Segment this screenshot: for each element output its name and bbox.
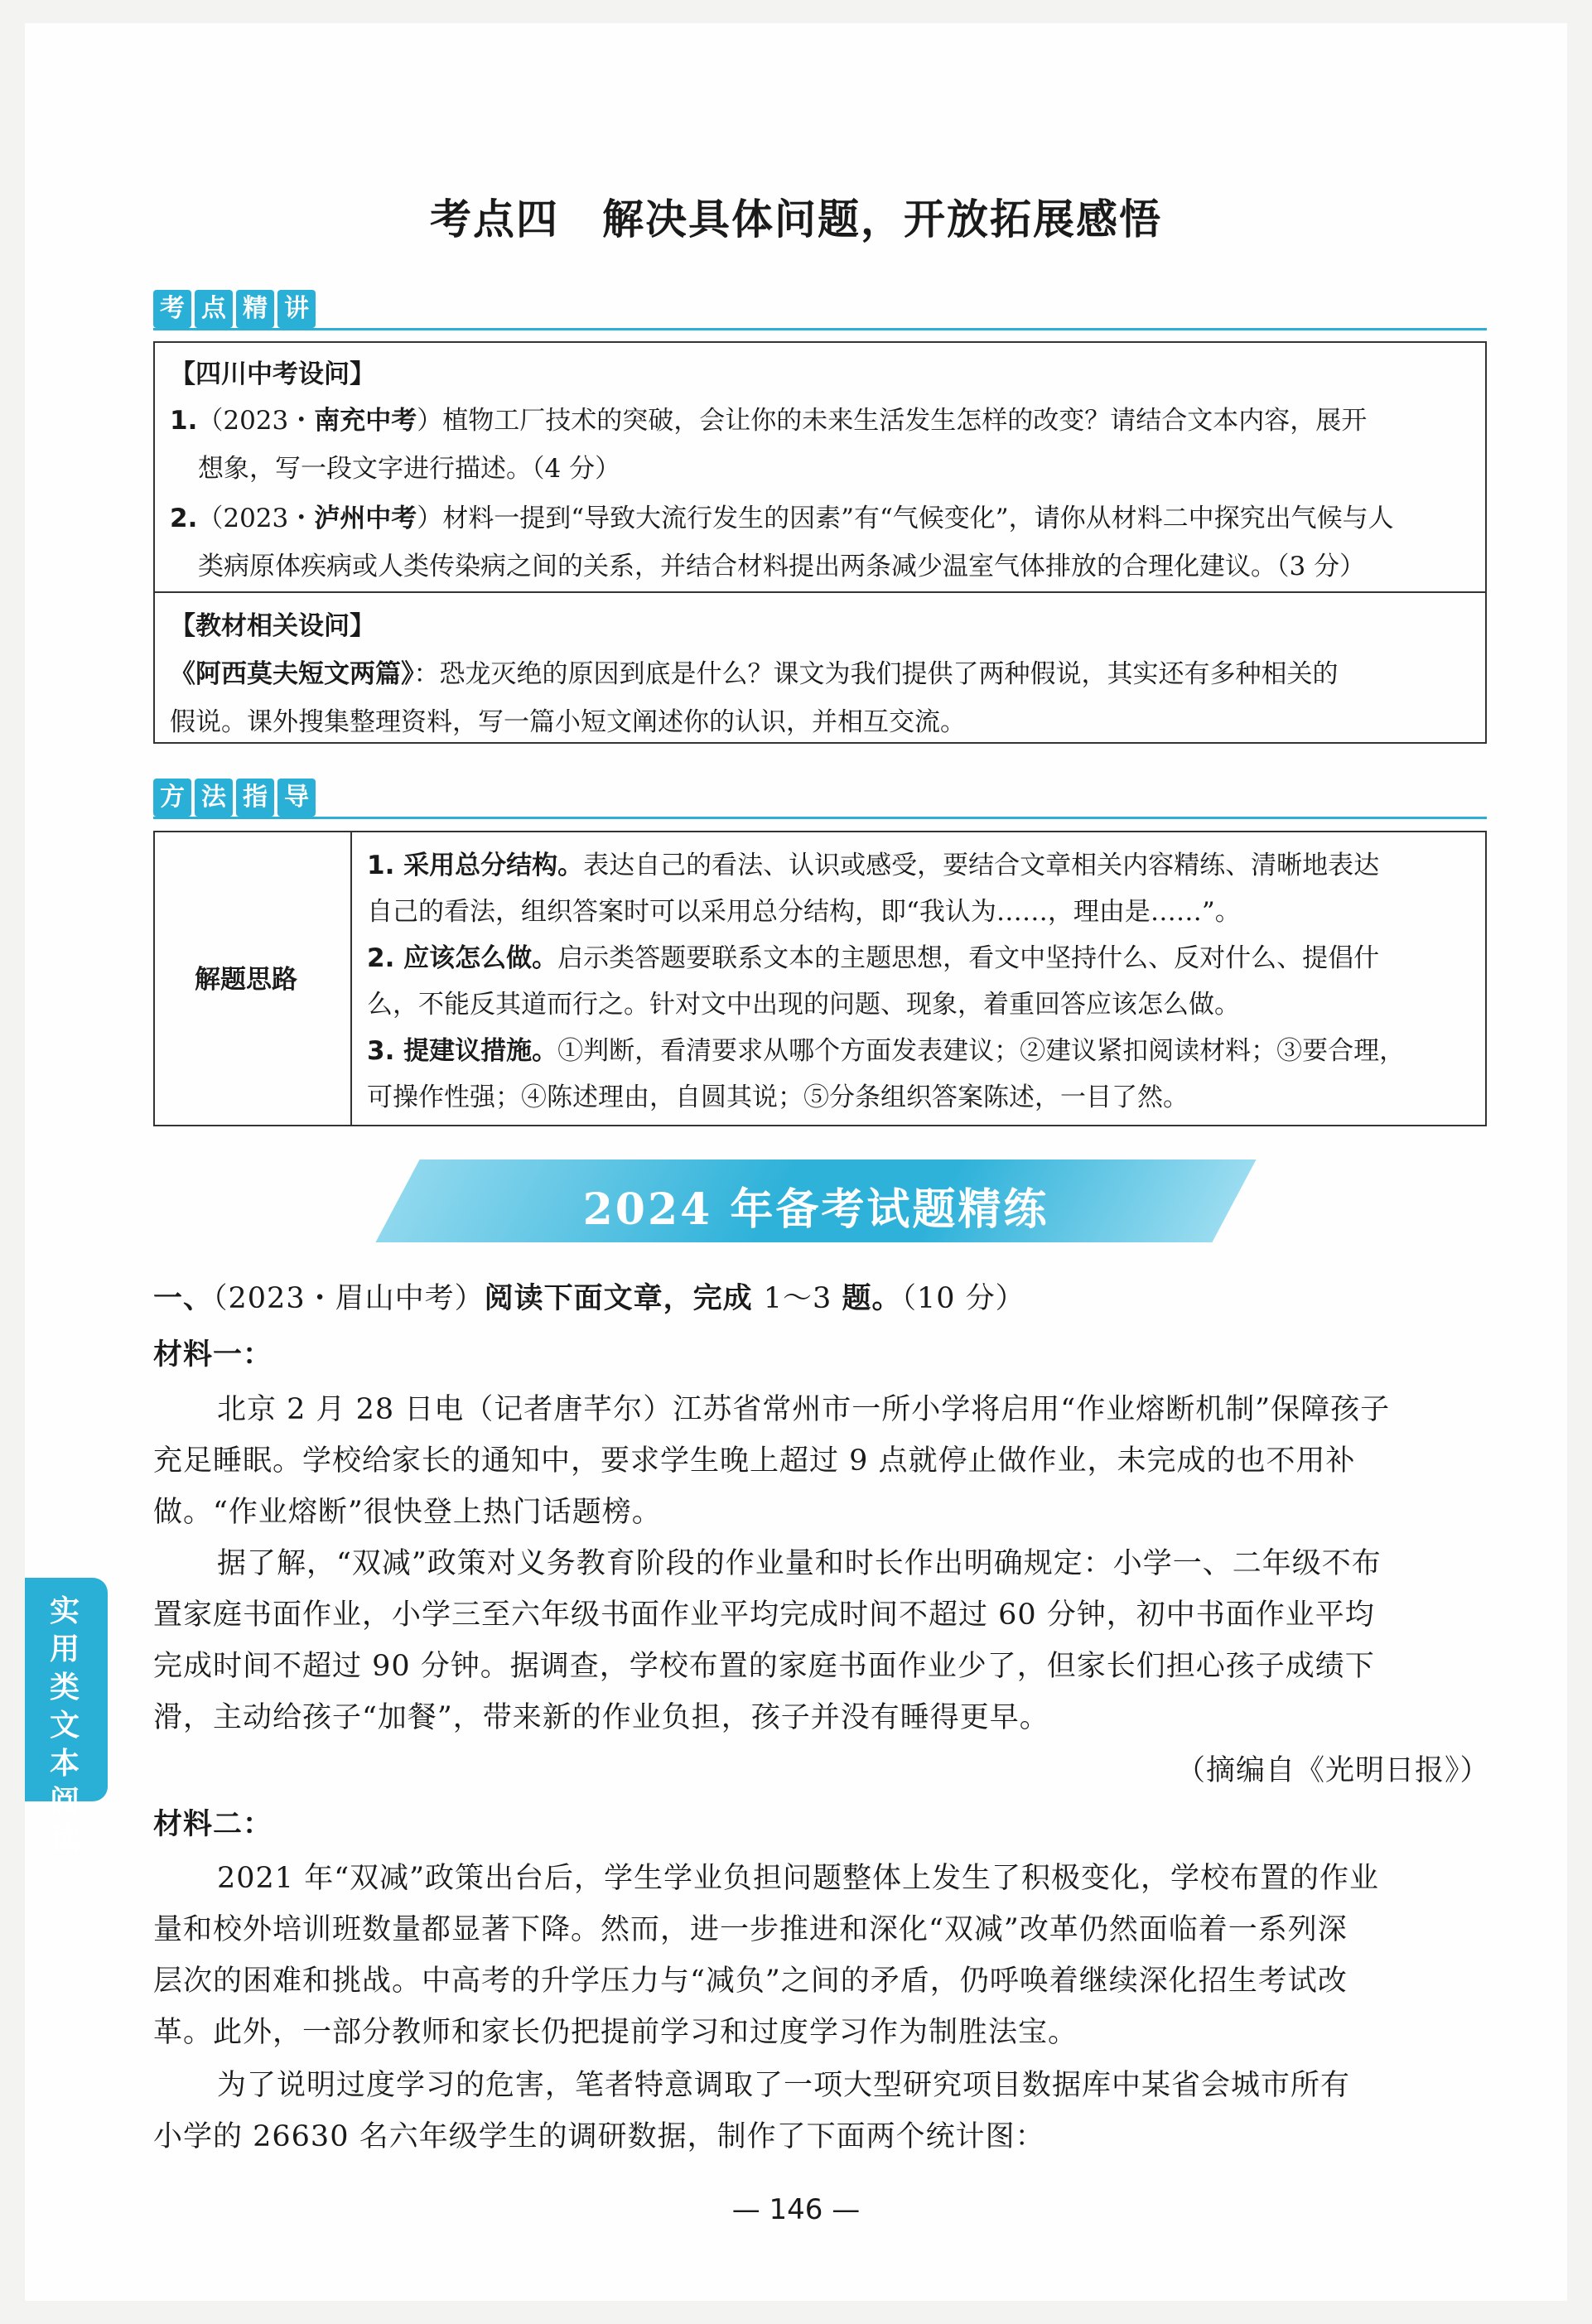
- method-2-line2: 么，不能反其道而行之。针对文中出现的问题、现象，着重回答应该怎么做。: [367, 990, 1240, 1020]
- box-header-textbook: 【教材相关设问】: [170, 611, 375, 641]
- question-box: [153, 341, 1487, 744]
- tag-underline: [153, 328, 1487, 330]
- tag-char: 精: [236, 290, 274, 328]
- section-tag-method-guide: [153, 779, 316, 817]
- method-3-line1: 3. 提建议措施。①判断，看清要求从哪个方面发表建议；②建议紧扣阅读材料；③要合理，: [367, 1036, 1406, 1066]
- tag-char: 法: [195, 779, 233, 817]
- tag-char: 讲: [277, 290, 316, 328]
- question-3-line2: 假说。课外搜集整理资料，写一篇小短文阐述你的认识，并相互交流。: [170, 707, 966, 737]
- method-2-line1: 2. 应该怎么做。启示类答题要联系文本的主题思想，看文中坚持什么、反对什么、提倡什: [367, 943, 1380, 973]
- question-1-line1: 1.（2023・南充中考）植物工厂技术的突破，会让你的未来生活发生怎样的改变？请结合文本内容，展开: [170, 406, 1368, 436]
- method-1-line2: 自己的看法，组织答案时可以采用总分结构，即“我认为……，理由是……”。: [367, 897, 1241, 927]
- method-1-line1: 1. 采用总分结构。表达自己的看法、认识或感受，要结合文章相关内容精练、清晰地表达: [367, 851, 1380, 880]
- side-category-tab: [25, 1578, 108, 1857]
- material-2-line: 小学的 26630 名六年级学生的调研数据，制作了下面两个统计图：: [153, 2120, 1045, 2153]
- question-2-line1: 2.（2023・泸州中考）材料一提到“导致大流行发生的因素”有“气候变化”，请你从材料二中探究出气候与人: [170, 504, 1394, 533]
- material-2-line: 2021 年“双减”政策出台后，学生学业负担问题整体上发生了积极变化，学校布置的作业: [217, 1862, 1379, 1895]
- exercise-header: 一、（2023・眉山中考）阅读下面文章，完成 1～3 题。（10 分）: [153, 1282, 1025, 1315]
- material-1-source: （摘编自《光明日报》）: [1176, 1754, 1490, 1787]
- question-2-line2: 类病原体疾病或人类传染病之间的关系，并结合材料提出两条减少温室气体排放的合理化建议。（3 分）: [198, 552, 1366, 581]
- box-divider: [155, 591, 1485, 593]
- page-title: 考点四 解决具体问题，开放拓展感悟: [430, 195, 1162, 243]
- material-2-label: 材料二：: [153, 1808, 273, 1841]
- question-3-line1: 《阿西莫夫短文两篇》：恐龙灭绝的原因到底是什么？课文为我们提供了两种假说，其实还有多种相关的: [170, 659, 1339, 689]
- practice-banner: [398, 1160, 1234, 1242]
- material-1-line: 置家庭书面作业，小学三至六年级书面作业平均完成时间不超过 60 分钟，初中书面作业平均: [153, 1598, 1375, 1632]
- method-box: [153, 831, 1487, 1126]
- page-number: — 146 —: [731, 2193, 861, 2226]
- tag-underline: [153, 817, 1487, 819]
- tag-char: 指: [236, 779, 274, 817]
- material-1-label: 材料一：: [153, 1338, 273, 1372]
- method-box-divider: [350, 832, 352, 1125]
- side-tab-label: 实用类文本阅读: [49, 1594, 80, 1857]
- material-2-line: 层次的困难和挑战。中高考的升学压力与“减负”之间的矛盾，仍呼唤着继续深化招生考试改: [153, 1965, 1348, 1998]
- box-header-sichuan: 【四川中考设问】: [170, 359, 375, 389]
- material-1-line: 做。“作业熔断”很快登上热门话题榜。: [153, 1496, 662, 1529]
- material-1-line: 滑，主动给孩子“加餐”，带来新的作业负担，孩子并没有睡得更早。: [153, 1701, 1049, 1734]
- tag-char: 考: [153, 290, 191, 328]
- material-1-line: 据了解，“双减”政策对义务教育阶段的作业量和时长作出明确规定：小学一、二年级不布: [217, 1547, 1382, 1580]
- banner-title: 2024 年备考试题精练: [582, 1184, 1049, 1235]
- material-1-line: 完成时间不超过 90 分钟。据调查，学校布置的家庭书面作业少了，但家长们担心孩子成绩下: [153, 1650, 1375, 1683]
- tag-char: 点: [195, 290, 233, 328]
- method-3-line2: 可操作性强；④陈述理由，自圆其说；⑤分条组织答案陈述，一目了然。: [367, 1082, 1189, 1112]
- tag-char: 导: [277, 779, 316, 817]
- material-1-line: 北京 2 月 28 日电（记者唐芊尔）江苏省常州市一所小学将启用“作业熔断机制”保障孩子: [217, 1393, 1391, 1426]
- material-2-line: 为了说明过度学习的危害，笔者特意调取了一项大型研究项目数据库中某省会城市所有: [217, 2069, 1351, 2102]
- tag-char: 方: [153, 779, 191, 817]
- question-1-line2: 想象，写一段文字进行描述。（4 分）: [198, 454, 621, 484]
- section-tag-exam-points: [153, 290, 316, 328]
- material-1-line: 充足睡眠。学校给家长的通知中，要求学生晚上超过 9 点就停止做作业，未完成的也不用补: [153, 1444, 1356, 1478]
- material-2-line: 革。此外，一部分教师和家长仍把提前学习和过度学习作为制胜法宝。: [153, 2016, 1078, 2049]
- material-2-line: 量和校外培训班数量都显著下降。然而，进一步推进和深化“双减”改革仍然面临着一系列深: [153, 1913, 1348, 1946]
- method-label: 解题思路: [195, 965, 297, 995]
